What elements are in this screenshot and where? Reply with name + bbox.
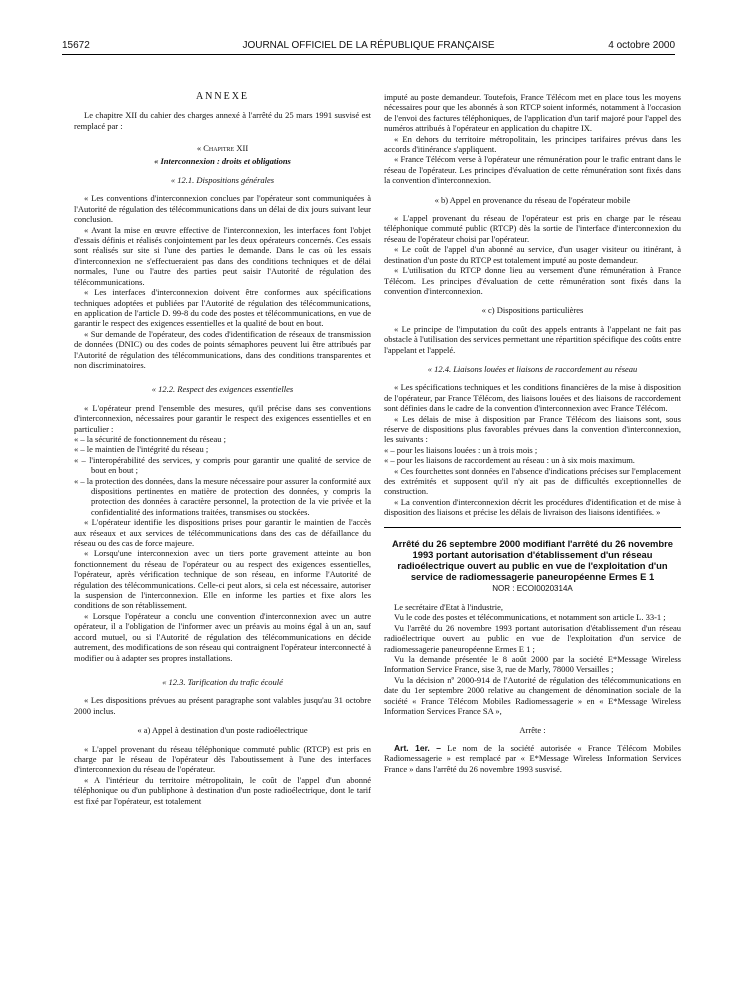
signatory: Le secrétaire d'Etat à l'industrie,	[394, 602, 504, 613]
subsection-a-heading: « a) Appel à destination d'un poste radioélectrique	[137, 725, 308, 736]
section-divider	[384, 527, 681, 528]
paragraph: « Les délais de mise à disposition par France Télécom des liaisons sont, sous réserve de dispositions plus favorables prévues dans la convention d'interconnexion, les suivants :	[384, 413, 681, 445]
paragraph: « L'appel provenant du réseau de l'opérateur est pris en charge par le réseau téléphonique commuté public (RTCP) dès la sortie de l'interface d'interconnexion du réseau de l'opérateur choisi par l'opérateur.	[384, 213, 681, 244]
paragraph: « Lorsqu'une interconnexion avec un tiers porte gravement atteinte au bon fonctionnement du réseau de l'opérateur ou au respect des exigences essentielles, l'opérateur, après vérification technique de son réseau, en informe l'Autorité de régulation des télécommunications. Celle-ci peut alors, si cela est nécessaire, autoriser la suspension de l'interconnexion. Elle en informe les parties et fixe alors les conditions de son rétablissement.	[74, 548, 371, 611]
paragraph: « Lorsque l'opérateur a conclu une convention d'interconnexion avec un autre opérateur, il a l'obligation de l'informer avec un préavis au moins égal à un an, sauf accord mutuel, ou si l'Autorité de régulation des télécommunications en décide autrement, des modifications de son réseau qui contraignent l'opérateur interconnecté à modifier ou à adapter ses propres installations.	[74, 610, 371, 663]
paragraph: « La convention d'interconnexion décrit les procédures d'identification et de mise à disposition des liaisons et précise les délais de livraison des liaisons identifiées. »	[384, 496, 681, 518]
subsection-c-heading: « c) Dispositions particulières	[481, 305, 584, 316]
subsection-b-heading: « b) Appel en provenance du réseau de l'opérateur mobile	[434, 194, 631, 205]
issue-date: 4 octobre 2000	[608, 40, 675, 51]
paragraph: « L'utilisation du RTCP donne lieu au versement d'une rémunération à France Télécom. Les principes d'évaluation de cette rémunération sont fixés dans la convention d'interconnexion.	[384, 265, 681, 296]
section-12-4-heading: « 12.4. Liaisons louées et liaisons de raccordement au réseau	[427, 363, 638, 374]
paragraph: « Les dispositions prévues au présent paragraphe sont valables jusqu'au 31 octobre 2000 inclus.	[74, 695, 371, 716]
chapter-subheading: « Interconnexion : droits et obligations	[154, 155, 291, 166]
visa: Vu la décision nº 2000-914 de l'Autorité de régulation des télécommunications en date du 1er septembre 2000 relative au changement de dénomination sociale de la société « France Télécom Mobiles Radiomessagerie » en « E*Message Wireless Information Services France SA »,	[384, 674, 681, 717]
section-12-2-heading: « 12.2. Respect des exigences essentielles	[151, 384, 294, 395]
header-rule	[62, 54, 675, 55]
page-number: 15672	[62, 40, 90, 51]
list-item: « – la sécurité de fonctionnement du réseau ;	[74, 433, 226, 444]
paragraph: « L'opérateur identifie les dispositions prises pour garantir le maintien de l'accès aux réseaux et aux services de télécommunications dans des cas de défaillance du réseau ou des cas de force majeure.	[74, 517, 371, 549]
nor-reference: NOR : ECOI0020314A	[492, 583, 573, 593]
paragraph: « L'appel provenant du réseau téléphonique commuté public (RTCP) est pris en charge par le réseau de l'opérateur dès l'aboutissement à l'une des interfaces d'interconnexion du réseau de l'opérateur.	[74, 743, 371, 775]
list-item: « – l'interopérabilité des services, y compris pour garantir une qualité de service de bout en bout ;	[74, 454, 371, 476]
section-12-3-heading: « 12.3. Tarification du trafic écoulé	[162, 676, 283, 687]
annexe-heading: ANNEXE	[195, 91, 250, 102]
visa: Vu la demande présentée le 8 août 2000 par la société E*Message Wireless Information Service France, sise 3, rue de Marly, 78000 Versailles ;	[384, 654, 681, 675]
paragraph: « L'opérateur prend l'ensemble des mesures, qu'il précise dans ses conventions d'interconnexion, nécessaires pour garantir le respect des exigences essentielles et en particulier :	[74, 402, 371, 434]
annexe-intro: Le chapitre XII du cahier des charges annexé à l'arrêté du 25 mars 1991 susvisé est remplacé par :	[74, 110, 371, 131]
list-item: « – pour les liaisons louées : un à trois mois ;	[384, 444, 538, 455]
visa: Vu l'arrêté du 26 novembre 1993 portant autorisation d'établissement d'un réseau radioélectrique ouvert au public en vue de l'exploitation d'un service de radiomessagerie paneuropéenne Ermes E 1 ;	[384, 622, 681, 654]
arrete-title: Arrêté du 26 septembre 2000 modifiant l'arrêté du 26 novembre 1993 portant autorisation d'établissement d'un réseau radioélectrique ouvert au public en vue de l'exploitation d'un service de radiomessagerie paneuropéenne Ermes E 1	[392, 537, 673, 582]
paragraph: « France Télécom verse à l'opérateur une rémunération pour le trafic entrant dans le réseau de l'opérateur. Les principes d'évaluation de cette rémunération sont fixés dans la convention d'interconnexion.	[384, 154, 681, 186]
left-column	[74, 92, 371, 806]
visa: Vu le code des postes et télécommunications, et notamment son article L. 33-1 ;	[394, 612, 666, 623]
paragraph: « Ces fourchettes sont données en l'absence d'indications précises sur l'emplacement des extrémités et supposent qu'il n'y ait pas de difficultés exceptionnelles de construction.	[384, 465, 681, 497]
paragraph: « Sur demande de l'opérateur, des codes d'identification de réseaux de transmission de données (DNIC) ou des codes de points sémaphores peuvent lui être attribués par l'Autorité de régulation des télécommunications, dans des conditions transparentes et non discriminatoires.	[74, 328, 371, 370]
paragraph: « Avant la mise en œuvre effective de l'interconnexion, les interfaces font l'objet d'essais définis et réalisés conjointement par les deux opérateurs concernés. Ces essais sont réalisés sur site si l'une des parties le demande. Dans le cas où les essais d'interconnexion ne s'effectueraient pas dans des conditions techniques et de délai normales, l'une ou l'autre des parties peut saisir l'Autorité de régulation des télécommunications.	[74, 224, 371, 287]
article-1-text: Le nom de la société autorisée « France Télécom Mobiles Radiomessagerie » est remplacé par « E*Message Wireless Information Services France » dans l'arrêté du 26 novembre 1993 susvisé.	[384, 742, 681, 774]
chapter-heading: « Chapitre XII	[196, 143, 249, 154]
list-item: « – le maintien de l'intégrité du réseau ;	[74, 444, 209, 455]
paragraph: « En dehors du territoire métropolitain, les principes tarifaires prévus dans les accords d'itinérance s'appliquent.	[384, 133, 681, 155]
paragraph-continued: imputé au poste demandeur. Toutefois, France Télécom met en place tous les moyens nécessaires pour que les abonnés à son RTCP soient informés, notamment à l'occasion de l'envoi des factures téléphoniques, de l'application d'un tarif majoré pour l'appel des numéros attribués à l'opérateur en application du chapitre IX.	[384, 92, 681, 134]
paragraph: « Le principe de l'imputation du coût des appels entrants à l'appelant ne fait pas obstacle à l'utilisation des services permettant une répartition spécifique des coûts entre l'appelant et l'appelé.	[384, 323, 681, 355]
section-12-1-heading: « 12.1. Dispositions générales	[170, 175, 275, 186]
article-1	[384, 743, 681, 774]
list-item: « – la protection des données, dans la mesure nécessaire pour assurer la conformité aux dispositions pertinentes en matière de protection des données, y compris la protection des données à caractère personnel, la protection de la vie privée et la confidentialité des informations traitées, transmises ou stockées.	[74, 475, 371, 517]
list-item: « – pour les liaisons de raccordement au réseau : un à six mois maximum.	[384, 455, 635, 466]
paragraph: « Les spécifications techniques et les conditions financières de la mise à disposition de l'opérateur, par France Télécom, des liaisons louées et des liaisons de raccordement sont définies dans le cadre de la convention d'interconnexion avec France Télécom.	[384, 382, 681, 414]
paragraph: « Les conventions d'interconnexion conclues par l'opérateur sont communiquées à l'Autorité de régulation des télécommunications dans un délai de dix jours suivant leur conclusion.	[74, 193, 371, 225]
paragraph: « A l'intérieur du territoire métropolitain, le coût de l'appel d'un abonné téléphonique ou d'un publiphone à destination d'un poste radioélectrique, dont le tarif est fixé par l'opérateur, est totalement	[74, 774, 371, 806]
right-column	[384, 92, 681, 774]
arrete-label: Arrête :	[519, 724, 546, 735]
journal-title: JOURNAL OFFICIEL DE LA RÉPUBLIQUE FRANÇAISE	[242, 40, 495, 51]
paragraph: « Les interfaces d'interconnexion doivent être conformes aux spécifications techniques adoptées et publiées par l'Autorité de régulation des télécommunications, en application de l'article D. 99-8 du code des postes et télécommunications, en vue de garantir le respect des exigences essentielles et la qualité de bout en bout.	[74, 287, 371, 329]
paragraph: « Le coût de l'appel d'un abonné au service, d'un usager visiteur ou itinérant, à destination d'un poste du RTCP est totalement imputé au poste demandeur.	[384, 244, 681, 265]
running-header	[62, 40, 675, 54]
article-1-label: Art. 1er. –	[394, 742, 442, 753]
